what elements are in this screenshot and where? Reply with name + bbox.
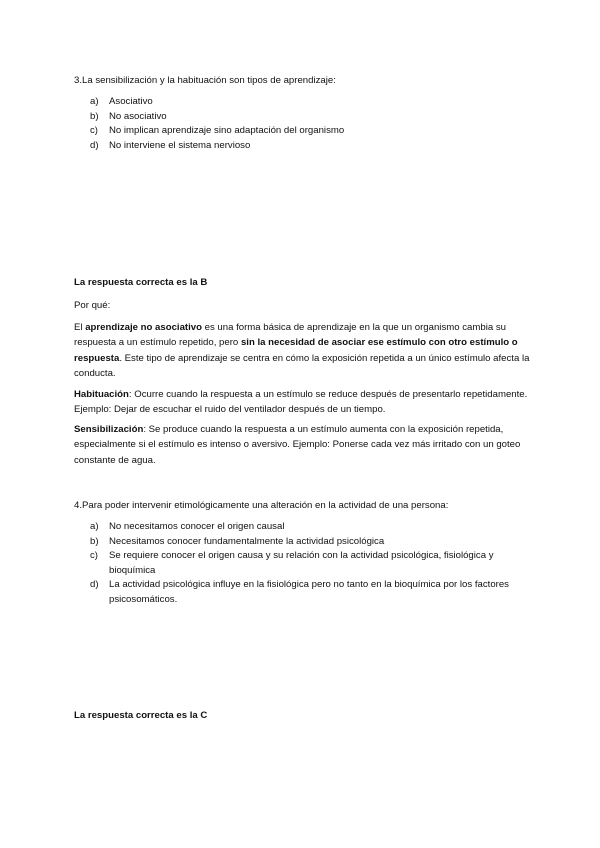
why-label: Por qué: [74, 300, 111, 311]
habituation-paragraph [74, 387, 534, 418]
option-letter: a) [90, 96, 99, 107]
option-letter: a) [90, 521, 99, 532]
option-item [90, 124, 530, 139]
habituation-text: : Ocurre cuando la respuesta a un estímulo se reduce después de presentarlo repetidamente. Ejemplo: Dejar de escuchar el ruido del ventilador después de un tiempo. [74, 389, 528, 416]
option-text: Se requiere conocer el origen causa y su relación con la actividad psicológica, fisiológica y bioquímica [109, 550, 494, 576]
option-text: La actividad psicológica influye en la fisiológica pero no tanto en la bioquímica por los factores psicosomáticos. [109, 579, 509, 605]
option-letter: c) [90, 125, 98, 137]
option-item [90, 535, 530, 550]
sensitization-paragraph [74, 422, 534, 468]
sensitization-label: Sensibilización [74, 424, 144, 435]
explanation-text: El [74, 322, 86, 333]
option-item [90, 139, 530, 154]
option-text: Asociativo [109, 96, 153, 107]
option-text: No necesitamos conocer el origen causal [109, 521, 285, 532]
question-4-options [90, 520, 530, 608]
explanation-text: es una forma básica de aprendizaje en la que un organismo cambia su respuesta a un estímulo repetido, pero [74, 322, 506, 349]
option-letter: d) [90, 139, 99, 151]
explanation-bold: sin la necesidad de asociar ese estímulo con otro estímulo o respuesta [74, 337, 518, 364]
option-letter: d) [90, 579, 99, 591]
option-item [90, 95, 530, 110]
option-text: No interviene el sistema nervioso [109, 139, 251, 151]
option-letter: b) [90, 110, 99, 122]
question-3: 3.La sensibilización y la habituación son tipos de aprendizaje: [74, 75, 336, 86]
option-item [90, 520, 530, 535]
option-item [90, 549, 530, 578]
answer-3: La respuesta correcta es la B [74, 277, 208, 288]
option-item [90, 110, 530, 125]
explanation-paragraph [74, 320, 534, 381]
habituation-label: Habituación [74, 389, 129, 400]
option-item [90, 578, 530, 607]
question-4: 4.Para poder intervenir etimológicamente una alteración en la actividad de una persona: [74, 500, 449, 511]
option-text: Necesitamos conocer fundamentalmente la actividad psicológica [109, 535, 385, 547]
option-text: No asociativo [109, 110, 167, 122]
option-letter: b) [90, 535, 99, 547]
sensitization-text: : Se produce cuando la respuesta a un estímulo aumenta con la exposición repetida, especialmente si el estímulo es intenso o aversivo. Ejemplo: Ponerse cada vez más irritado con un goteo constante de agua. [74, 424, 521, 466]
option-letter: c) [90, 550, 98, 562]
explanation-text: . Este tipo de aprendizaje se centra en cómo la exposición repetida a un único estímulo afecta la conducta. [74, 352, 530, 379]
answer-4: La respuesta correcta es la C [74, 710, 208, 721]
question-3-options [90, 95, 530, 153]
explanation-bold: aprendizaje no asociativo [85, 322, 202, 333]
option-text: No implican aprendizaje sino adaptación del organismo [109, 125, 345, 137]
